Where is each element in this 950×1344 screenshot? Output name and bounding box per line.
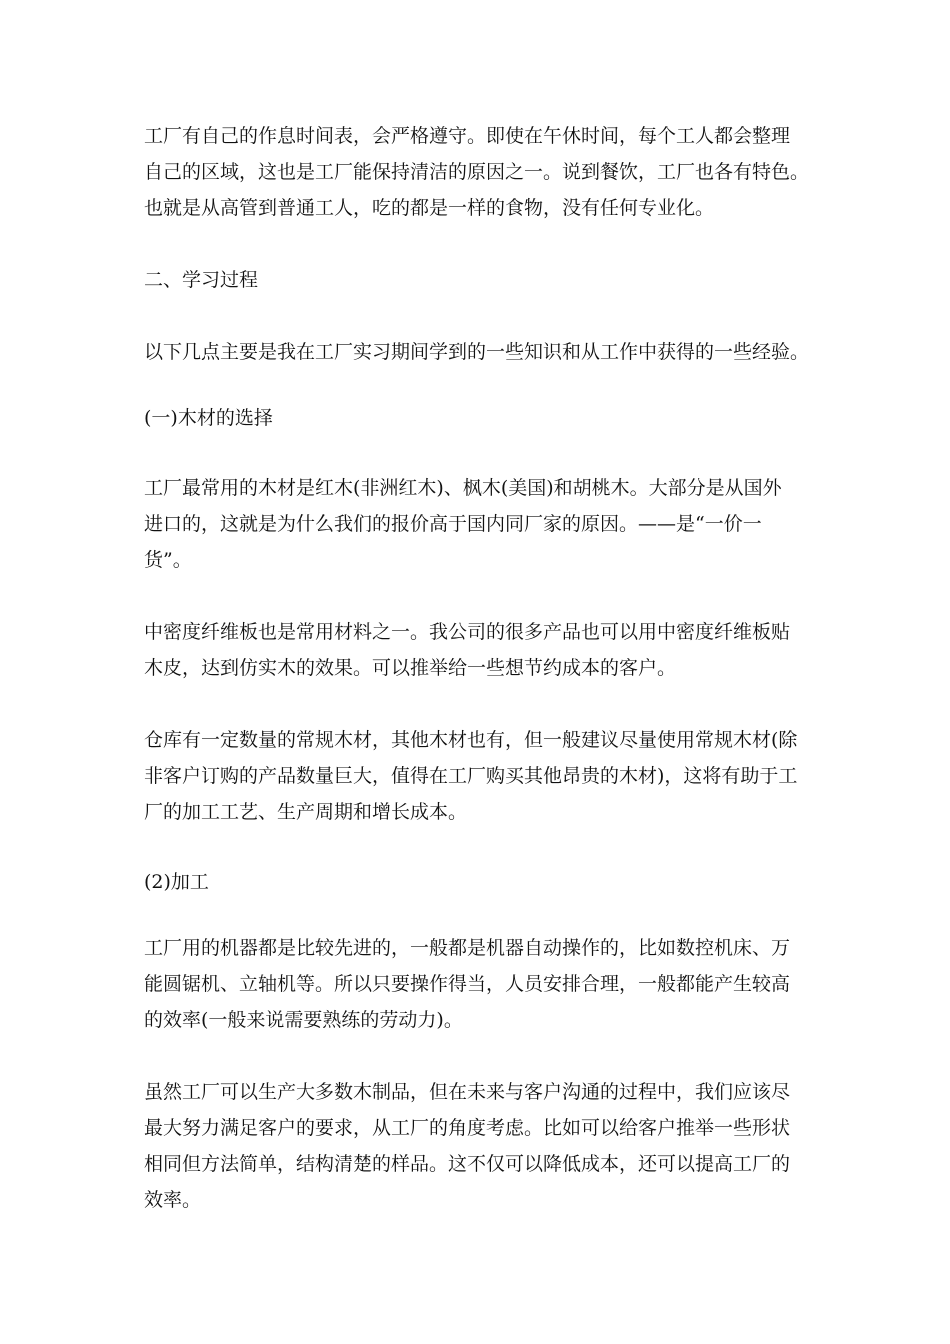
paragraph-mdf <box>144 614 814 686</box>
text-line: 效率。 <box>144 1189 202 1211</box>
text-line: 相同但方法简单，结构清楚的样品。这不仅可以降低成本，还可以提高工厂的 <box>144 1153 791 1175</box>
text-line: 能圆锯机、立轴机等。所以只要操作得当，人员安排合理，一般都能产生较高 <box>144 973 791 995</box>
text-line: 中密度纤维板也是常用材料之一。我公司的很多产品也可以用中密度纤维板贴 <box>144 621 791 643</box>
paragraph-warehouse <box>144 722 814 830</box>
text-line: 虽然工厂可以生产大多数木制品，但在未来与客户沟通的过程中，我们应该尽 <box>144 1081 791 1103</box>
text-line: 仓库有一定数量的常规木材，其他木材也有，但一般建议尽量使用常规木材(除 <box>144 729 798 751</box>
text-line: 木皮，达到仿实木的效果。可以推举给一些想节约成本的客户。 <box>144 657 677 679</box>
text-line: 货”。 <box>144 549 192 571</box>
text-line: 工厂用的机器都是比较先进的，一般都是机器自动操作的，比如数控机床、万 <box>144 937 791 959</box>
paragraph-machines <box>144 930 814 1038</box>
section-heading-learning-process: 二、学习过程 <box>144 269 259 291</box>
text-line: 自己的区域，这也是工厂能保持清洁的原因之一。说到餐饮，工厂也各有特色。 <box>144 161 810 183</box>
text-line: 厂的加工工艺、生产周期和增长成本。 <box>144 801 468 823</box>
paragraph-schedule <box>144 118 814 226</box>
text-line: 的效率(一般来说需要熟练的劳动力)。 <box>144 1009 463 1031</box>
paragraph-intro: 以下几点主要是我在工厂实习期间学到的一些知识和从工作中获得的一些经验。 <box>144 341 810 363</box>
subheading-wood-selection: (一)木材的选择 <box>144 407 273 429</box>
text-line: 最大努力满足客户的要求，从工厂的角度考虑。比如可以给客户推举一些形状 <box>144 1117 791 1139</box>
text-line: 也就是从高管到普通工人，吃的都是一样的食物，没有任何专业化。 <box>144 197 715 219</box>
text-line: 非客户订购的产品数量巨大，值得在工厂购买其他昂贵的木材)，这将有助于工 <box>144 765 798 787</box>
paragraph-common-wood <box>144 470 814 578</box>
text-line: 工厂最常用的木材是红木(非洲红木)、枫木(美国)和胡桃木。大部分是从国外 <box>144 477 782 499</box>
paragraph-customer-communication <box>144 1074 814 1218</box>
text-line: 进口的，这就是为什么我们的报价高于国内同厂家的原因。——是“一价一 <box>144 513 762 535</box>
subheading-processing: (2)加工 <box>144 871 209 893</box>
text-line: 工厂有自己的作息时间表，会严格遵守。即使在午休时间，每个工人都会整理 <box>144 125 791 147</box>
